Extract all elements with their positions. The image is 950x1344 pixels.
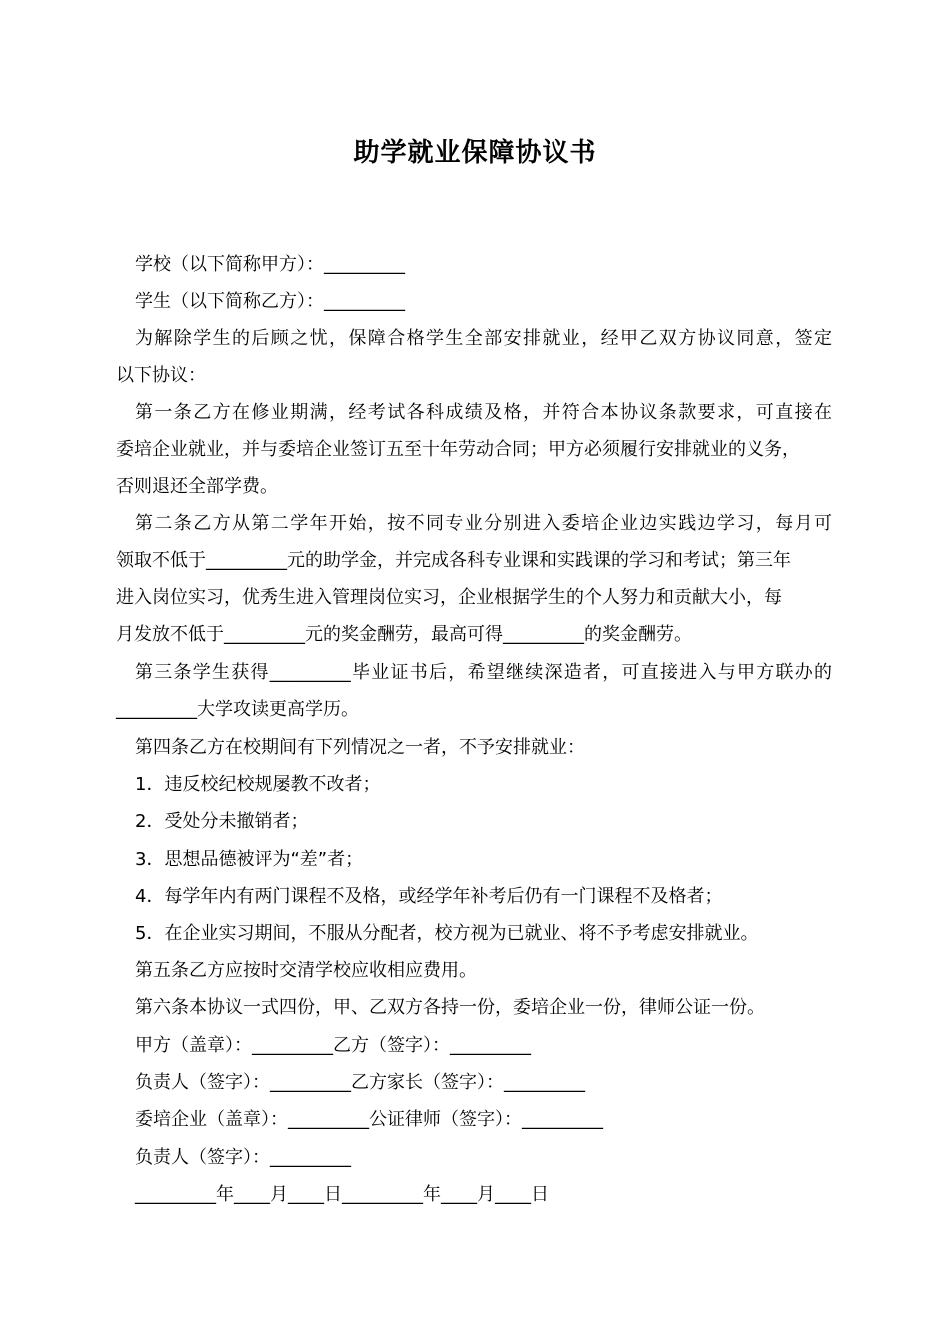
- article-3-line-2: _________大学攻读更高学历。: [116, 699, 359, 720]
- article-4-item-4: 4．每学年内有两门课程不及格，或经学年补考后仍有一门课程不及格者；: [135, 886, 723, 907]
- article-4-item-2: 2．受处分未撤销者；: [135, 811, 309, 832]
- article-4-item-1: 1．违反校纪校规屡教不改者；: [135, 774, 381, 795]
- article-2-line-4: 月发放不低于_________元的奖金酬劳，最高可得_________的奖金酬劳。: [116, 624, 692, 645]
- article-4: 第四条乙方在校期间有下列情况之一者，不予安排就业：: [135, 737, 585, 758]
- article-2-line-3: 进入岗位实习，优秀生进入管理岗位实习，企业根据学生的个人努力和贡献大小，每: [116, 587, 782, 608]
- intro-line-1: 为解除学生的后顾之忧，保障合格学生全部安排就业，经甲乙双方协议同意，签定: [135, 328, 832, 349]
- article-2-line-1: 第二条乙方从第二学年开始，按不同专业分别进入委培企业边实践边学习，每月可: [135, 513, 832, 534]
- article-4-item-5: 5．在企业实习期间，不服从分配者，校方视为已就业、将不予考虑安排就业。: [135, 923, 759, 944]
- article-5: 第五条乙方应按时交清学校应收相应费用。: [135, 960, 477, 981]
- signature-line-4: 负责人（签字）：_________: [135, 1147, 351, 1168]
- intro-line-2: 以下协议：: [116, 365, 206, 386]
- article-1-line-2: 委培企业就业，并与委培企业签订五至十年劳动合同；甲方必须履行安排就业的义务，: [116, 439, 800, 460]
- article-1-line-1: 第一条乙方在修业期满，经考试各科成绩及格，并符合本协议条款要求，可直接在: [135, 402, 832, 423]
- article-3-line-1: 第三条学生获得_________毕业证书后，希望继续深造者，可直接进入与甲方联办的: [135, 662, 832, 683]
- article-2-line-2: 领取不低于_________元的助学金，并完成各科专业课和实践课的学习和考试；第三年: [116, 550, 791, 571]
- student-line: 学生（以下简称乙方）：_________: [135, 291, 405, 312]
- signature-line-3: 委培企业（盖章）：_________公证律师（签字）：_________: [135, 1109, 603, 1130]
- signature-line-1: 甲方（盖章）：_________乙方（签字）：_________: [135, 1035, 531, 1056]
- date-line: _________年____月____日_________年____月____日: [135, 1184, 549, 1205]
- article-6: 第六条本协议一式四份，甲、乙双方各持一份，委培企业一份，律师公证一份。: [135, 997, 765, 1018]
- school-line: 学校（以下简称甲方）：_________: [135, 254, 405, 275]
- document-title: 助学就业保障协议书: [353, 138, 597, 168]
- article-4-item-3: 3．思想品德被评为“差”者；: [135, 849, 364, 870]
- signature-line-2: 负责人（签字）：_________乙方家长（签字）：_________: [135, 1072, 585, 1093]
- article-1-line-3: 否则退还全部学费。: [116, 476, 278, 497]
